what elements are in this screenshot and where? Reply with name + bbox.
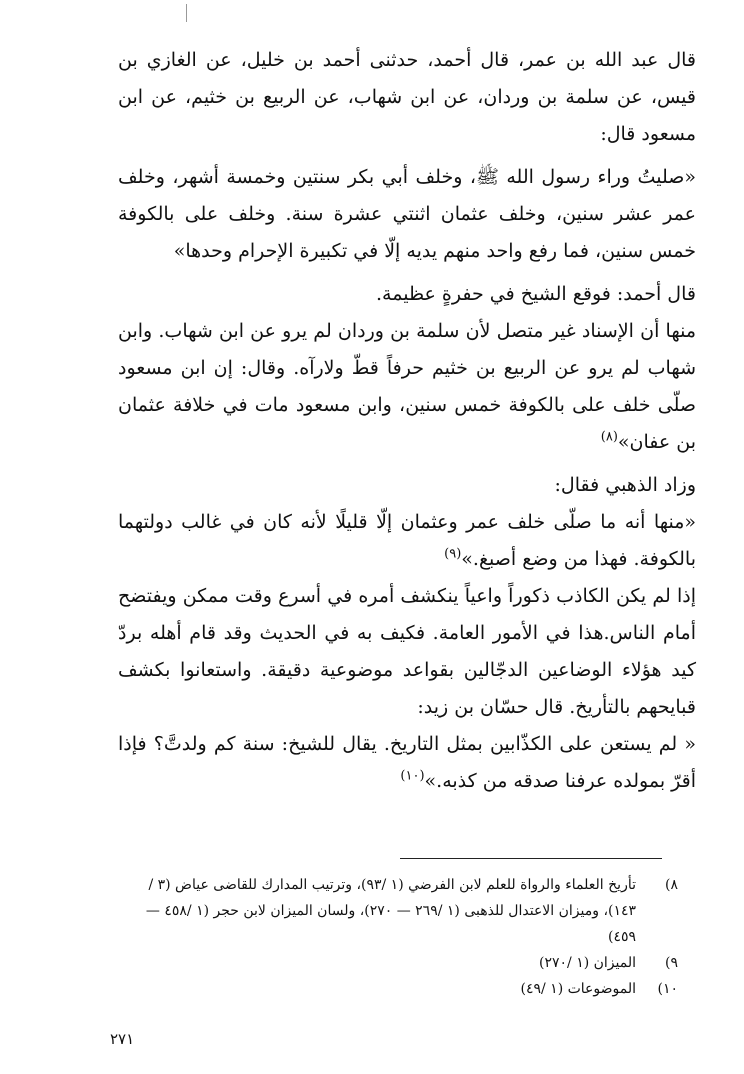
footnote-ref-8: (٨) <box>600 429 618 445</box>
footnote-8 <box>118 872 678 950</box>
footnote-divider <box>400 858 662 859</box>
footnotes <box>118 872 678 1002</box>
footnote-text: الموضوعات (١ /٤٩) <box>520 981 636 997</box>
scan-mark <box>186 4 187 22</box>
paragraph-ahmad-comment: قال أحمد: فوقع الشيخ في حفرةٍ عظيمة. <box>376 283 696 305</box>
paragraph-commentary: إذا لم يكن الكاذب ذكوراً واعياً ينكشف أمره في أسرع وقت ممكن ويفتضح أمام الناس.هذا في الأمور العامة. فكيف به في الحديث وقد قام أهله بردّ كيد هؤلاء الوضاعين الدجّالين بقواعد موضوعية دقيقة. واستعانوا بكشف قبايحهم بالتأريخ. قال حسّان بن زيد: <box>118 585 696 718</box>
paragraph-dhahabi-intro: وزاد الذهبي فقال: <box>554 474 696 496</box>
footnote-number: ٩) <box>665 955 678 971</box>
body-text <box>118 42 696 800</box>
paragraph-hassan-quote: « لم يستعن على الكذّابين بمثل التاريخ. يقال للشيخ: سنة كم ولدتَّ؟ فإذا أقرّ بمولده عرفنا صدقه من كذبه.»$^{(١٠)}$ <box>118 733 696 792</box>
footnote-ref-9: (٩) <box>444 546 462 562</box>
paragraph-isnad: قال عبد الله بن عمر، قال أحمد، حدثنى أحمد بن خليل، عن الغازي بن قيس، عن سلمة بن وردان، عن ابن شهاب، عن الربيع بن خثيم، عن ابن مسعود قال: <box>118 49 696 145</box>
footnote-number: ٨) <box>665 877 678 893</box>
footnote-text: الميزان (١ /٢٧٠) <box>538 955 636 971</box>
footnote-ref-10: (١٠) <box>400 768 425 784</box>
page-number: ٢٧١ <box>110 1030 135 1048</box>
footnote-9 <box>118 950 678 976</box>
footnote-text: تأريخ العلماء والرواة للعلم لابن الفرضي (١ /٩٣)، وترتيب المدارك للقاضى عياض (٣ /١٤٣)، وميزان الاعتدال للذهبى (١ /٢٦٩ — ٢٧٠)، ولسان الميزان لابن حجر (١ /٤٥٨ — ٤٥٩) <box>145 877 636 945</box>
paragraph-hadith-quote: «صليتُ وراء رسول الله ﷺ، وخلف أبي بكر سنتين وخمسة أشهر، وخلف عمر عشر سنين، وخلف عثمان اثنتي عشرة سنة. وخلف على بالكوفة خمس سنين، فما رفع واحد منهم يديه إلّا في تكبيرة الإحرام وحدها» <box>118 166 696 262</box>
paragraph-dhahabi-quote: «منها أنه ما صلّى خلف عمر وعثمان إلّا قليلًا لأنه كان في غالب دولتهما بالكوفة. فهذا من وضع أصبغ.»$^{(٩)}$ <box>118 511 696 570</box>
paragraph-isnad-critique: منها أن الإسناد غير متصل لأن سلمة بن وردان لم يرو عن ابن شهاب. وابن شهاب لم يرو عن الربيع بن خثيم حرفاً قطّ ولارآه. وقال: إن ابن مسعود صلّى خلف على بالكوفة خمس سنين، وابن مسعود مات في خلافة عثمان بن عفان»$^{(٨)}$ <box>118 320 696 453</box>
footnote-10 <box>118 976 678 1002</box>
footnote-number: ١٠) <box>657 981 678 997</box>
